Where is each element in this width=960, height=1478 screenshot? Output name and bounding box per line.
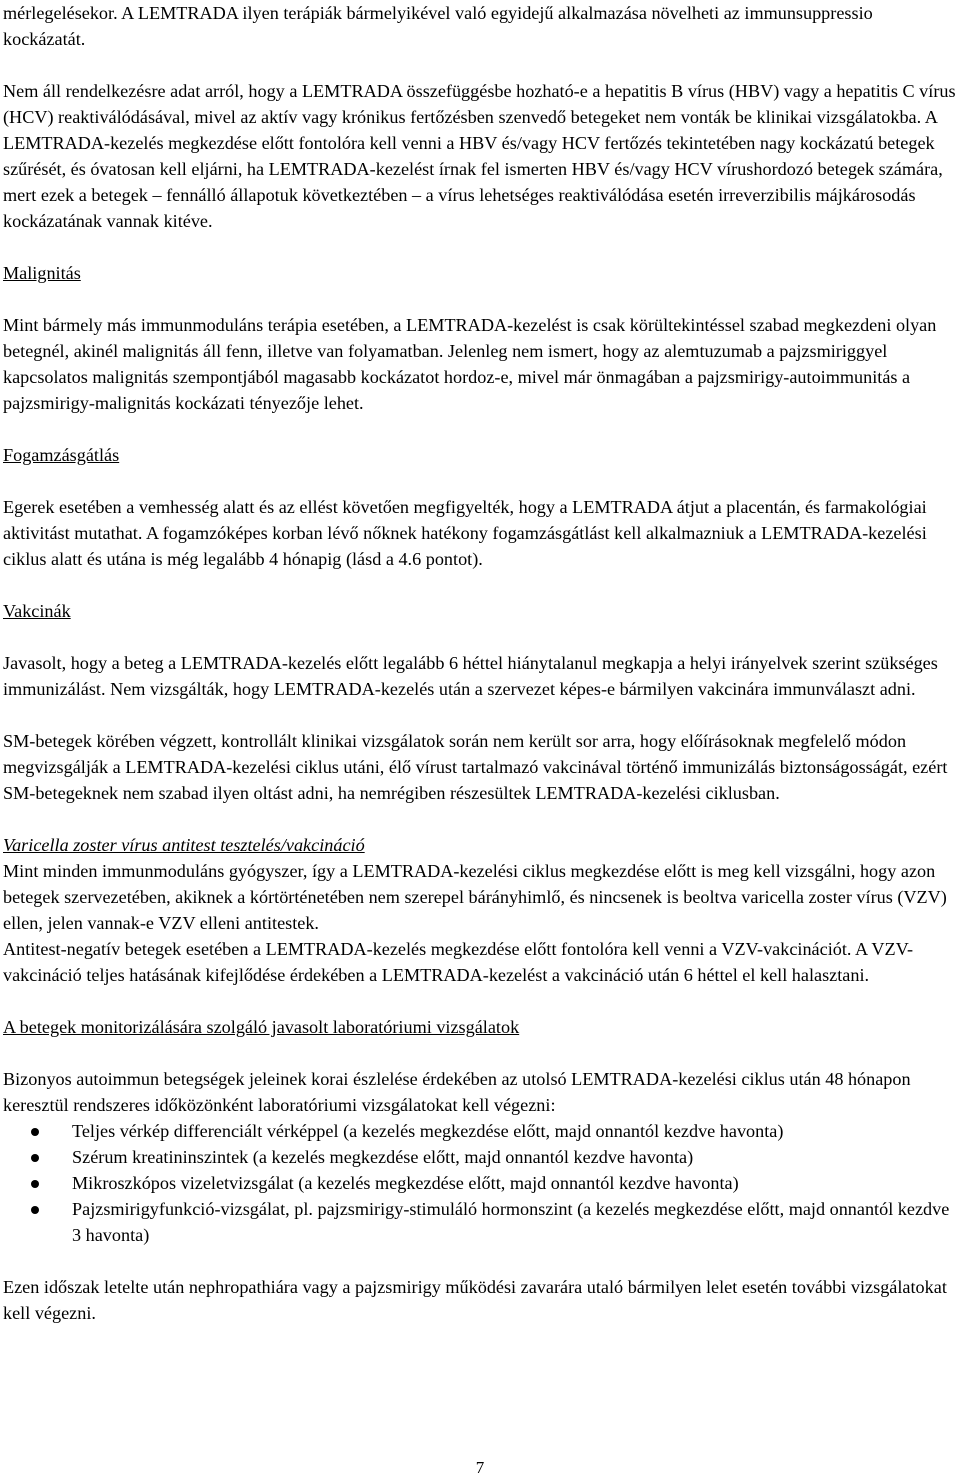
list-item <box>3 1118 957 1144</box>
bullet-icon <box>31 1154 39 1162</box>
paragraph-malignitas: Mint bármely más immunmoduláns terápia esetében, a LEMTRADA-kezelést is csak körültekintéssel szabad megkezdeni olyan betegnél, akinél malignitás áll fenn, illetve van folyamatban. Jelenleg nem ismert, hogy az alemtuzumab a pajzsmiriggyel kapcsolatos malignitás szempontjából magasabb kockázatot hordoz-e, mivel már önmagában a pajzsmirigy-autoimmunitás a pajzsmirigy-malignitás kockázati tényezője lehet. <box>3 315 937 413</box>
paragraph-varicella-1: Mint minden immunmoduláns gyógyszer, így a LEMTRADA-kezelési ciklus megkezdése előtt is meg kell vizsgálni, hogy azon betegek szervezetében, akiknek a kórtörténetében nem szerepel bárányhimlő, és nincsenek is beoltva varicella zoster vírus (VZV) ellen, jelen vannak-e VZV elleni antitestek. <box>3 861 947 933</box>
bullet-icon <box>31 1128 39 1136</box>
lab-test-list <box>3 1118 957 1248</box>
document-page <box>3 0 957 1326</box>
bullet-icon <box>31 1206 39 1214</box>
bullet-icon <box>31 1180 39 1188</box>
paragraph-vakcinak-2: SM-betegek körében végzett, kontrollált klinikai vizsgálatok során nem került sor arra, hogy előírásoknak megfelelő módon megvizsgálják a LEMTRADA-kezelési ciklus utáni, élő vírust tartalmazó vakcinával történő immunizálás biztonságosságát, ezért SM-betegeknek nem szabad ilyen oltást adni, ha nemrégiben részesültek LEMTRADA-kezelési ciklusban. <box>3 731 948 803</box>
heading-varicella: Varicella zoster vírus antitest tesztelés/vakcináció <box>3 835 365 855</box>
list-item <box>3 1196 957 1248</box>
paragraph-varicella-2: Antitest-negatív betegek esetében a LEMTRADA-kezelés megkezdése előtt fontolóra kell venni a VZV-vakcinációt. A VZV-vakcináció teljes hatásának kifejlődése érdekében a LEMTRADA-kezelést a vakcináció után 6 héttel el kell halasztani. <box>3 939 914 985</box>
heading-fogamzasgatlas: Fogamzásgátlás <box>3 445 120 465</box>
list-item <box>3 1170 957 1196</box>
paragraph-monitoring: Bizonyos autoimmun betegségek jeleinek korai észlelése érdekében az utolsó LEMTRADA-kezelési ciklus után 48 hónapon keresztül rendszeres időközönként laboratóriumi vizsgálatokat kell végezni: <box>3 1069 911 1115</box>
paragraph-intro: mérlegelésekor. A LEMTRADA ilyen terápiák bármelyikével való egyidejű alkalmazása növelheti az immunsuppressio kockázatát. <box>3 3 873 49</box>
heading-malignitas: Malignitás <box>3 263 81 283</box>
paragraph-closing: Ezen időszak letelte után nephropathiára vagy a pajzsmirigy működési zavarára utaló bármilyen lelet esetén további vizsgálatokat kell végezni. <box>3 1277 947 1323</box>
paragraph-hepatitis: Nem áll rendelkezésre adat arról, hogy a LEMTRADA összefüggésbe hozható-e a hepatitis B vírus (HBV) vagy a hepatitis C vírus (HCV) reaktiválódásával, mivel az aktív vagy krónikus fertőzésben szenvedő betegeket nem vonták be klinikai vizsgálatokba. A LEMTRADA-kezelés megkezdése előtt fontolóra kell venni a HBV és/vagy HCV fertőzés tekintetében nagy kockázatú betegek szűrését, és óvatosan kell eljárni, ha LEMTRADA-kezelést írnak fel ismerten HBV és/vagy HCV vírushordozó betegek számára, mert ezek a betegek – fennálló állapotuk következtében – a vírus lehetséges reaktiválódása esetén irreverzibilis májkárosodás kockázatának vannak kitéve. <box>3 81 956 231</box>
list-item-text: Teljes vérkép differenciált vérképpel (a kezelés megkezdése előtt, majd onnantól kezdve havonta) <box>72 1121 784 1141</box>
paragraph-fogamzasgatlas: Egerek esetében a vemhesség alatt és az ellést követően megfigyelték, hogy a LEMTRADA átjut a placentán, és farmakológiai aktivitást mutathat. A fogamzóképes korban lévő nőknek hatékony fogamzásgátlást kell alkalmazniuk a LEMTRADA-kezelési ciklus alatt és utána is még legalább 4 hónapig (lásd a 4.6 pontot). <box>3 497 927 569</box>
heading-vakcinak: Vakcinák <box>3 601 71 621</box>
paragraph-vakcinak-1: Javasolt, hogy a beteg a LEMTRADA-kezelés előtt legalább 6 héttel hiánytalanul megkapja a helyi irányelvek szerint szükséges immunizálást. Nem vizsgálták, hogy LEMTRADA-kezelés után a szervezet képes-e bármilyen vakcinára immunválaszt adni. <box>3 653 938 699</box>
list-item <box>3 1144 957 1170</box>
list-item-text: Pajzsmirigyfunkció-vizsgálat, pl. pajzsmirigy-stimuláló hormonszint (a kezelés megkezdése előtt, majd onnantól kezdve 3 havonta) <box>72 1199 950 1245</box>
list-item-text: Szérum kreatininszintek (a kezelés megkezdése előtt, majd onnantól kezdve havonta) <box>72 1147 694 1167</box>
page-number: 7 <box>475 1458 485 1477</box>
heading-monitoring: A betegek monitorizálására szolgáló javasolt laboratóriumi vizsgálatok <box>3 1017 520 1037</box>
list-item-text: Mikroszkópos vizeletvizsgálat (a kezelés megkezdése előtt, majd onnantól kezdve havonta) <box>72 1173 739 1193</box>
